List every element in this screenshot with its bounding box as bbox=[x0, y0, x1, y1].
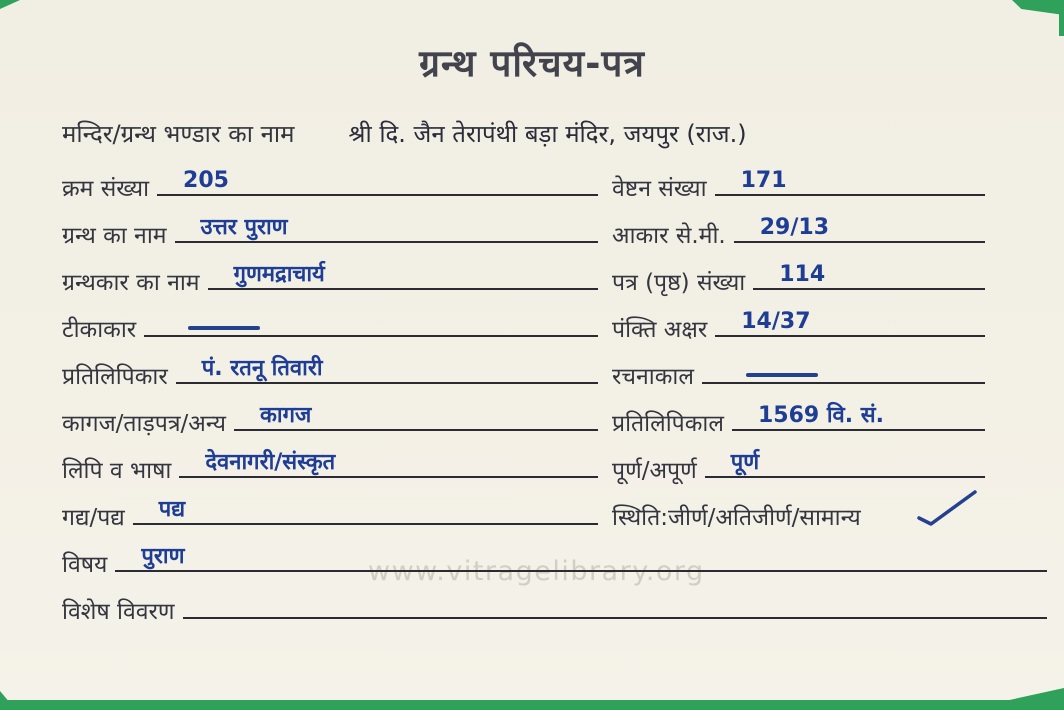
rule-line bbox=[732, 404, 985, 431]
field-kagaj-tadpatra bbox=[62, 393, 598, 440]
field-granth-name bbox=[62, 205, 598, 252]
field-purn-apurn bbox=[612, 440, 985, 487]
scan-edge-top-left bbox=[0, 0, 20, 9]
form-row bbox=[62, 299, 985, 346]
field-value: पुराण bbox=[141, 543, 185, 569]
form-row bbox=[62, 346, 985, 393]
check-mark bbox=[913, 488, 983, 530]
field-value: पूर्ण bbox=[730, 449, 760, 475]
blank-dash bbox=[188, 326, 260, 330]
rule-line bbox=[715, 310, 985, 337]
field-sthiti bbox=[612, 487, 985, 534]
field-kram-sankhya bbox=[62, 158, 598, 205]
field-value: उत्तर पुराण bbox=[200, 214, 288, 240]
card-title: ग्रन्थ परिचय-पत्र bbox=[419, 42, 645, 85]
form-row bbox=[62, 252, 985, 299]
form-row bbox=[62, 158, 985, 205]
field-vishay bbox=[62, 534, 985, 581]
field-label: आकार से.मी. bbox=[612, 222, 726, 249]
field-value-bhandar-name: श्री दि. जैन तेरापंथी बड़ा मंदिर, जयपुर (राज.) bbox=[348, 120, 747, 148]
field-label: टीकाकार bbox=[62, 316, 137, 343]
field-pratilipikal bbox=[612, 393, 985, 440]
field-value: पं. रतनू तिवारी bbox=[201, 355, 323, 381]
field-value: 205 bbox=[183, 167, 229, 193]
field-veshtan-sankhya bbox=[612, 158, 985, 205]
rule-line bbox=[208, 263, 598, 290]
scan-edge-bottom bbox=[0, 700, 1064, 710]
field-label: पूर्ण/अपूर्ण bbox=[612, 457, 697, 484]
field-value: कागज bbox=[259, 402, 312, 428]
field-label: विषय bbox=[62, 551, 108, 578]
field-gadya-padya bbox=[62, 487, 598, 534]
field-pratilipikar bbox=[62, 346, 598, 393]
field-value: 114 bbox=[779, 261, 826, 287]
field-aakar bbox=[612, 205, 985, 252]
field-label: प्रतिलिपिकाल bbox=[612, 410, 724, 437]
field-label: लिपि व भाषा bbox=[62, 457, 172, 484]
field-label: प्रतिलिपिकार bbox=[62, 363, 168, 390]
rule-line bbox=[702, 373, 985, 384]
field-label: कागज/ताड़पत्र/अन्य bbox=[62, 410, 226, 437]
field-label: ग्रन्थ का नाम bbox=[62, 222, 167, 249]
scan-edge-top-right bbox=[1012, 0, 1064, 15]
rule-line bbox=[175, 216, 598, 243]
field-value: 14/37 bbox=[741, 308, 811, 334]
field-label-bhandar-name: मन्दिर/ग्रन्थ भण्डार का नाम bbox=[62, 120, 295, 148]
rule-line bbox=[115, 545, 1047, 572]
field-value: 1569 वि. सं. bbox=[757, 402, 885, 428]
form-row bbox=[62, 581, 985, 628]
field-label: विशेष विवरण bbox=[62, 598, 175, 625]
rule-line bbox=[133, 498, 598, 525]
field-label: पंक्ति अक्षर bbox=[612, 316, 708, 343]
field-rachnakal bbox=[612, 346, 985, 393]
field-value: देवनागरी/संस्कृत bbox=[205, 449, 336, 475]
form-rows bbox=[62, 158, 985, 628]
field-label: क्रम संख्या bbox=[62, 175, 150, 202]
form-row bbox=[62, 440, 985, 487]
field-value: 29/13 bbox=[759, 214, 829, 240]
scan-edge-bottom-right bbox=[994, 688, 1064, 710]
rule-line bbox=[144, 326, 598, 337]
field-granthkar-name bbox=[62, 252, 598, 299]
form-row bbox=[62, 534, 985, 581]
scan-edge-right bbox=[1059, 10, 1064, 36]
field-value: पद्य bbox=[158, 496, 186, 522]
field-value: 171 bbox=[740, 167, 787, 193]
rule-line bbox=[715, 169, 985, 196]
field-label: रचनाकाल bbox=[612, 363, 694, 390]
rule-line bbox=[234, 404, 598, 431]
field-label: ग्रन्थकार का नाम bbox=[62, 269, 200, 296]
form-row bbox=[62, 393, 985, 440]
rule-line bbox=[183, 617, 1047, 619]
field-tikakar bbox=[62, 299, 598, 346]
field-value: गुणमद्राचार्य bbox=[233, 261, 325, 287]
watermark-text: www.vitragelibrary.org bbox=[368, 556, 705, 587]
rule-line bbox=[157, 169, 598, 196]
header-row bbox=[62, 104, 990, 150]
field-vishesh-vivaran bbox=[62, 581, 985, 628]
field-patra-sankhya bbox=[612, 252, 985, 299]
field-pankti-akshar bbox=[612, 299, 985, 346]
field-label: गद्य/पद्य bbox=[62, 504, 125, 531]
form-row bbox=[62, 487, 985, 534]
rule-line bbox=[179, 451, 598, 478]
field-label: पत्र (पृष्ठ) संख्या bbox=[612, 269, 746, 296]
field-lipi-bhasha bbox=[62, 440, 598, 487]
field-label: स्थिति:जीर्ण/अतिजीर्ण/सामान्य bbox=[612, 504, 861, 531]
rule-line bbox=[176, 357, 598, 384]
form-row bbox=[62, 205, 985, 252]
field-label: वेष्टन संख्या bbox=[612, 175, 707, 202]
rule-line bbox=[705, 451, 985, 478]
rule-line bbox=[753, 263, 985, 290]
blank-dash bbox=[746, 373, 818, 377]
rule-line bbox=[734, 216, 985, 243]
